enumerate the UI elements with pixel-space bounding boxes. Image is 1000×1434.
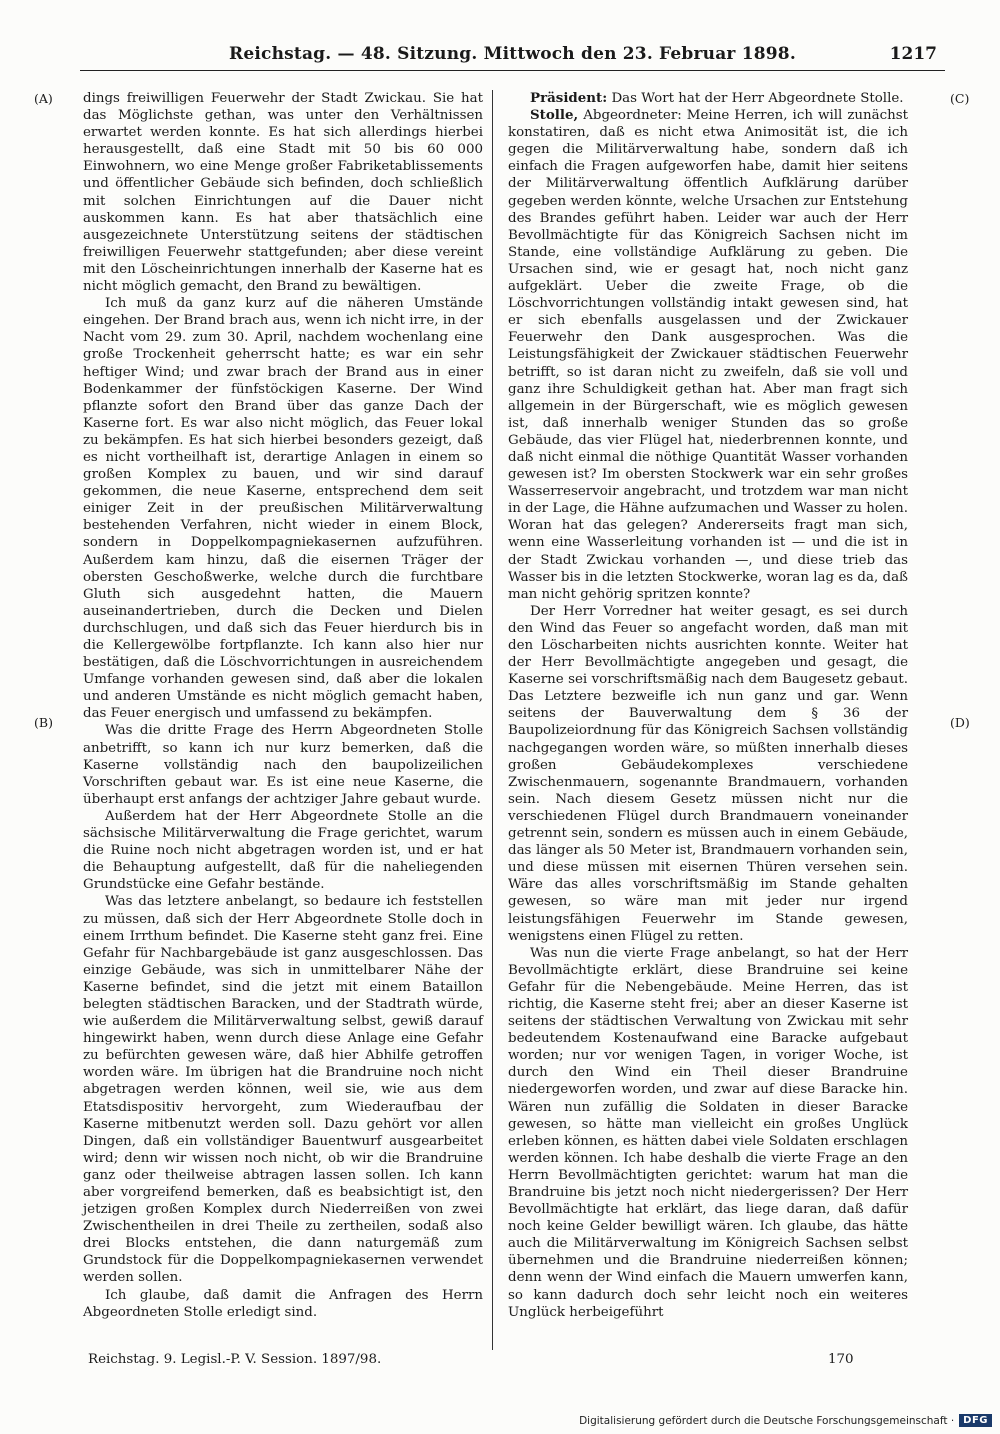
credit-text: Digitalisierung gefördert durch die Deutsche Forschungsgemeinschaft ·: [579, 1414, 955, 1427]
page-header: [80, 44, 945, 71]
stolle-paragraph: [508, 107, 908, 603]
president-paragraph: [508, 90, 908, 107]
footer-signature: 170: [828, 1352, 854, 1367]
left-paragraph: Ich glaube, daß damit die Anfragen des Herrn Abgeordneten Stolle erledigt sind.: [83, 1287, 483, 1320]
right-column: [508, 90, 908, 1321]
left-paragraph: Außerdem hat der Herr Abgeordnete Stolle an die sächsische Militärverwaltung die Frage gerichtet, warum die Ruine noch nicht abgetragen worden ist, und er hat die Behauptung aufgestellt, daß für die naheliegenden Grundstücke eine Gefahr bestände.: [83, 808, 483, 893]
speaker-name: Stolle,: [530, 107, 579, 124]
margin-mark-d: (D): [950, 715, 970, 730]
page-number: 1217: [889, 44, 937, 64]
footer-session: Reichstag. 9. Legisl.-P. V. Session. 1897/98.: [88, 1352, 382, 1367]
right-paragraph: Was nun die vierte Frage anbelangt, so hat der Herr Bevollmächtigte erklärt, diese Brandruine sei keine Gefahr für die Nebengebäude. Meine Herren, das ist richtig, die Kaserne steht frei; aber an dieser Kaserne ist seitens der städtischen Verwaltung von Zwickau mit sehr bedeutendem Kostenaufwand eine Baracke aufgebaut worden; nur vor wenigen Tagen, in voriger Woche, ist durch den Wind ein Theil dieser Brandruine niedergeworfen worden, und zwar auf diese Baracke hin. Wären nun zufällig die Soldaten in dieser Baracke gewesen, so hätte man vielleicht ein großes Unglück erleben können, es hätten dabei viele Soldaten erschlagen werden können. Ich habe deshalb die vierte Frage an den Herrn Bevollmächtigten gerichtet: warum hat man die Brandruine bis jetzt noch nicht niedergerissen? Der Herr Bevollmächtigte hat erklärt, das liege daran, daß dafür noch keine Gelder bewilligt wären. Ich glaube, das hätte auch die Militärverwaltung im Königreich Sachsen selbst übernehmen und die Brandruine niederreißen können; denn wenn der Wind einfach die Mauern umwerfen kann, so kann dadurch doch sehr leicht noch ein weiteres Unglück herbeigeführt: [508, 945, 908, 1320]
margin-mark-b: (B): [34, 715, 53, 730]
dfg-logo-icon: DFG: [959, 1414, 992, 1427]
digitization-credit: [579, 1414, 992, 1427]
left-column: [83, 90, 483, 1321]
speech-text: Abgeordneter: Meine Herren, ich will zunächst konstatiren, daß es nicht etwa Animosität ist, die ich gegen die Militärverwaltung habe, sondern daß ich einfach die Fragen aufgeworfen habe, damit hier seitens der Militärverwaltung öffentlich Aufklärung darüber gegeben werden könnte, welche Ursachen zur Entstehung des Brandes geführt haben. Leider war auch der Herr Bevollmächtigte für das Königreich Sachsen nicht im Stande, eine vollständige Aufklärung zu geben. Die Ursachen sind, wie er gesagt hat, noch nicht ganz aufgeklärt. Ueber die zweite Frage, ob die Löschvorrichtungen vollständig intakt gewesen sind, hat er sich ebenfalls ausgelassen und der Zwickauer Feuerwehr den Dank ausgesprochen. Was die Leistungsfähigkeit der Zwickauer städtischen Feuerwehr betrifft, so ist daran nicht zu zweifeln, daß sie voll und ganz ihre Schuldigkeit gethan hat. Aber man fragt sich allgemein in der Bürgerschaft, wie es möglich gewesen ist, daß innerhalb weniger Stunden das so große Gebäude, das vier Flügel hat, niederbrennen konnte, und daß nicht einmal die nöthige Quantität Wasser vorhanden gewesen ist? Im obersten Stockwerk war ein sehr großes Wasserreservoir angebracht, und trotzdem war man nicht in der Lage, die Hähne aufzumachen und Wasser zu holen. Woran hat das gelegen? Andererseits fragt man sich, wenn eine Wasserleitung vorhanden ist — und die ist in der Stadt Zwickau vorhanden —, und diese trieb das Wasser bis in die letzten Stockwerke, woran lag es da, daß man nicht gehörig spritzen konnte?: [508, 108, 908, 602]
left-paragraph: dings freiwilligen Feuerwehr der Stadt Zwickau. Sie hat das Möglichste gethan, was unter den Verhältnissen erwartet werden konnte. Es hat sich allerdings hierbei herausgestellt, daß eine Stadt mit 50 bis 60 000 Einwohnern, wo eine Menge großer Fabriketablissements und öffentlicher Gebäude sich befinden, doch schließlich mit solchen Einrichtungen auf die Dauer nicht auskommen kann. Es hat aber thatsächlich eine ausgezeichnete Unterstützung seitens der städtischen freiwilligen Feuerwehr stattgefunden; aber diese vereint mit den Löscheinrichtungen innerhalb der Kaserne hat es nicht möglich gemacht, den Brand zu bewältigen.: [83, 91, 483, 295]
speech-text: Das Wort hat der Herr Abgeordnete Stolle.: [607, 91, 904, 106]
left-paragraph: Was das letztere anbelangt, so bedaure ich feststellen zu müssen, daß sich der Herr Abgeordnete Stolle doch in einem Irrthum befindet. Die Kaserne steht ganz frei. Eine Gefahr für Nachbargebäude ist ganz ausgeschlossen. Das einzige Gebäude, was sich in unmittelbarer Nähe der Kaserne befindet, sind die jetzt mit einem Bataillon belegten städtischen Baracken, und der Stadtrath würde, wie außerdem die Militärverwaltung selbst, gewiß darauf hingewirkt haben, wenn durch diese Anlage eine Gefahr zu befürchten gewesen wäre, daß hier Abhilfe getroffen worden wäre. Im übrigen hat die Brandruine noch nicht abgetragen werden können, weil sie, wie aus dem Etatsdispositiv hervorgeht, zum Wiederaufbau der Kaserne mitbenutzt werden soll. Dazu gehört vor allen Dingen, daß ein vollständiger Bauentwurf ausgearbeitet wird; denn wir wissen noch nicht, ob wir die Brandruine ganz oder theilweise abtragen lassen sollen. Ich kann aber vorgreifend bemerken, daß es beabsichtigt ist, den jetzigen großen Komplex durch Niederreißen von zwei Zwischentheilen in drei Theile zu zertheilen, sodaß also drei Blocks entstehen, die dann naturgemäß zum Grundstock für die Doppelkompagniekasernen verwendet werden sollen.: [83, 894, 483, 1286]
left-paragraph: Ich muß da ganz kurz auf die näheren Umstände eingehen. Der Brand brach aus, wenn ich nicht irre, in der Nacht vom 29. zum 30. April, nachdem wochenlang eine große Trockenheit geherrscht hatte; es war ein sehr heftiger Wind; und zwar brach der Brand aus in einer Bodenkammer der fünfstöckigen Kaserne. Der Wind pflanzte sofort den Brand über das ganze Dach der Kaserne fort. Es war also nicht möglich, das Feuer lokal zu bekämpfen. Es hat sich hierbei besonders gezeigt, daß es nicht vortheilhaft ist, derartige Anlagen in einem so großen Komplex zu bauen, und wir sind darauf gekommen, die neue Kaserne, entsprechend dem seit einiger Zeit in der preußischen Militärverwaltung bestehenden Verfahren, nicht wieder in einem Block, sondern in Doppelkompagniekasernen aufzuführen. Außerdem kam hinzu, daß die eisernen Träger der obersten Geschoßwerke, welche durch die furchtbare Gluth sich ausgedehnt hatten, die Mauern auseinandertrieben, durch die Decken und Dielen durchschlugen, und daß sich das Feuer hierdurch bis in die Kellergewölbe fortpflanzte. Ich kann also hier nur bestätigen, daß die Löschvorrichtungen in ausreichendem Umfange vorhanden gewesen sind, daß aber die lokalen und anderen Umstände es nicht möglich gemacht haben, das Feuer energisch und umfassend zu bekämpfen.: [83, 296, 483, 722]
speaker-name: Präsident:: [530, 90, 608, 106]
right-paragraph: Der Herr Vorredner hat weiter gesagt, es sei durch den Wind das Feuer so angefacht worden, daß man mit den Löscharbeiten nichts ausrichten konnte. Weiter hat der Herr Bevollmächtigte angegeben und gesagt, die Kaserne sei vorschriftsmäßig nach dem Baugesetz gebaut. Das Letztere bezweifle ich nun ganz und gar. Wenn seitens der Bauverwaltung dem § 36 der Baupolizeiordnung für das Königreich Sachsen vollständig nachgegangen worden wäre, so müßten innerhalb dieses großen Gebäudekomplexes verschiedene Zwischenmauern, sogenannte Brandmauern, vorhanden sein. Nach diesem Gesetz müssen nicht nur die verschiedenen Flügel durch Brandmauern voneinander getrennt sein, sondern es müssen auch in einem Gebäude, das länger als 50 Meter ist, Brandmauern vorhanden sein, und diese müssen mit eisernen Thüren versehen sein. Wäre das alles vorschriftsmäßig im Stande gehalten gewesen, so wäre man mit jeder nur irgend leistungsfähigen Feuerwehr im Stande gewesen, wenigstens einen Flügel zu retten.: [508, 603, 908, 944]
left-paragraph: Was die dritte Frage des Herrn Abgeordneten Stolle anbetrifft, so kann ich nur kurz bemerken, daß die Kaserne vollständig nach den baupolizeilichen Vorschriften gebaut war. Es ist eine neue Kaserne, die überhaupt erst anfangs der achtziger Jahre gebaut wurde.: [83, 723, 483, 807]
running-title: Reichstag. — 48. Sitzung. Mittwoch den 23. Februar 1898.: [229, 44, 796, 64]
margin-mark-c: (C): [950, 91, 970, 106]
column-divider: [492, 90, 493, 1350]
margin-mark-a: (A): [34, 91, 53, 106]
